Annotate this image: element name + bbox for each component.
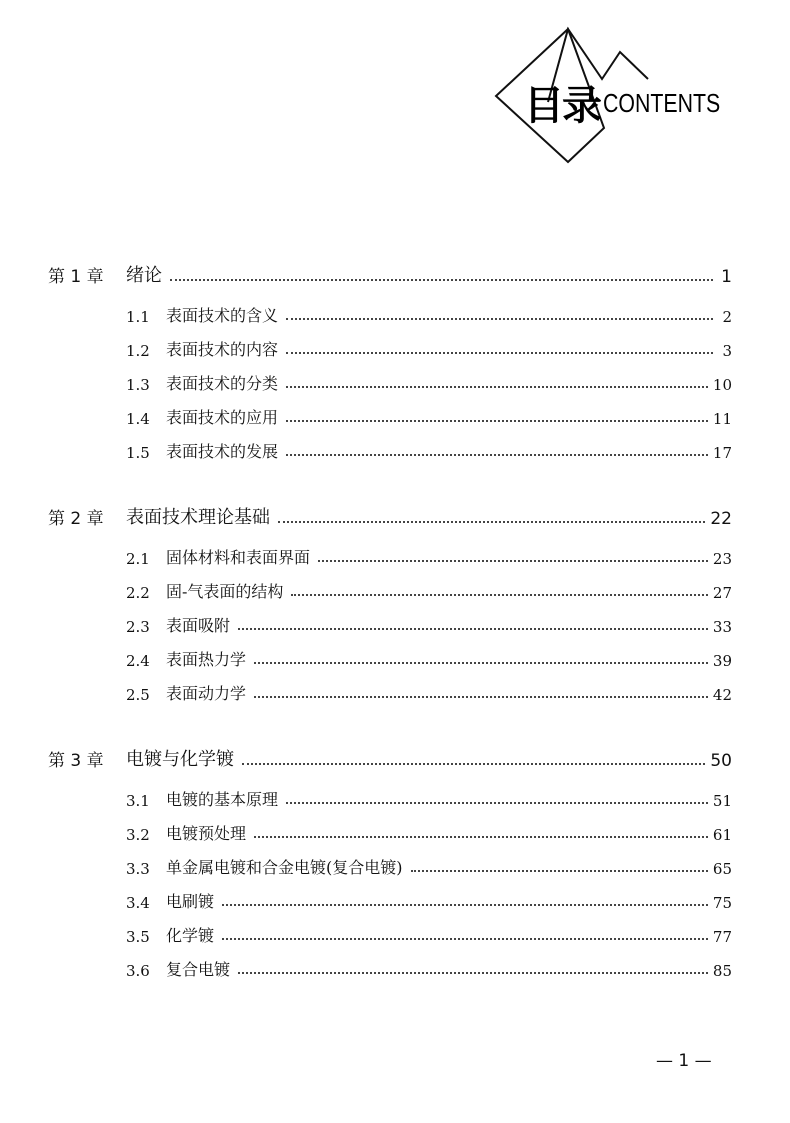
entry-title: 固-气表面的结构 [166, 582, 284, 601]
dot-leader [254, 696, 708, 698]
entry-title: 表面技术的分类 [166, 374, 279, 393]
entry-page: 39 [712, 652, 732, 670]
entry-page: 61 [712, 826, 732, 844]
dot-leader [286, 352, 713, 354]
entry-title: 电刷镀 [166, 892, 215, 911]
entry-number: 3.4 [126, 894, 150, 912]
toc-chapter-entry[interactable] [48, 495, 732, 529]
entry-number: 2.5 [126, 686, 150, 704]
entry-number: 3.5 [126, 928, 150, 946]
toc-chapter [48, 737, 732, 980]
entry-title: 表面技术的含义 [166, 306, 279, 325]
toc-section-entry[interactable] [48, 292, 732, 326]
toc-section-entry[interactable] [48, 602, 732, 636]
dot-leader [286, 386, 708, 388]
dot-leader [254, 836, 708, 838]
dot-leader [411, 870, 708, 872]
dot-leader [318, 560, 708, 562]
dot-leader [254, 662, 708, 664]
entry-title: 表面吸附 [166, 616, 231, 635]
dot-leader [291, 594, 707, 596]
dot-leader [286, 318, 713, 320]
entry-page: 17 [712, 444, 732, 462]
entry-title: 单金属电镀和合金电镀(复合电镀) [166, 858, 403, 877]
entry-page: 85 [712, 962, 732, 980]
entry-title: 绪论 [126, 265, 162, 286]
dot-leader [286, 454, 708, 456]
entry-page: 10 [712, 376, 732, 394]
toc-chapter [48, 253, 732, 462]
dot-leader [238, 972, 708, 974]
dot-leader [222, 904, 708, 906]
toc-section-entry[interactable] [48, 568, 732, 602]
dot-leader [278, 521, 705, 523]
entry-page: 77 [712, 928, 732, 946]
page-subtitle: CONTENTS [603, 88, 721, 118]
dot-leader [170, 279, 713, 281]
entry-title: 电镀的基本原理 [166, 790, 279, 809]
toc-section-entry[interactable] [48, 394, 732, 428]
entry-number: 3.6 [126, 962, 150, 980]
entry-page: 51 [712, 792, 732, 810]
entry-page: 2 [722, 308, 732, 326]
entry-number: 3.1 [126, 792, 150, 810]
toc-chapter-entry[interactable] [48, 737, 732, 771]
entry-title: 复合电镀 [166, 960, 231, 979]
entry-number: 1.1 [126, 308, 150, 326]
entry-page: 3 [722, 342, 732, 360]
entry-page: 50 [710, 751, 732, 771]
table-of-contents [48, 253, 732, 1013]
dot-leader [238, 628, 708, 630]
entry-page: 1 [721, 267, 732, 287]
dot-leader [222, 938, 708, 940]
toc-section-entry[interactable] [48, 810, 732, 844]
toc-section-entry[interactable] [48, 670, 732, 704]
entry-page: 11 [712, 410, 732, 428]
entry-number: 1.5 [126, 444, 150, 462]
entry-title: 固体材料和表面界面 [166, 548, 311, 567]
entry-number: 3.2 [126, 826, 150, 844]
contents-header [490, 24, 750, 169]
entry-title: 表面技术理论基础 [126, 507, 270, 528]
entry-page: 65 [712, 860, 732, 878]
entry-page: 22 [710, 509, 732, 529]
entry-number: 第 2 章 [48, 509, 104, 529]
entry-number: 1.3 [126, 376, 150, 394]
entry-number: 2.1 [126, 550, 150, 568]
entry-number: 3.3 [126, 860, 150, 878]
entry-page: 23 [712, 550, 732, 568]
toc-section-entry[interactable] [48, 636, 732, 670]
entry-title: 表面技术的应用 [166, 408, 279, 427]
toc-section-entry[interactable] [48, 844, 732, 878]
entry-title: 电镀预处理 [166, 824, 247, 843]
toc-section-entry[interactable] [48, 912, 732, 946]
toc-section-entry[interactable] [48, 428, 732, 462]
page-number: — 1 — [656, 1051, 712, 1071]
entry-title: 表面热力学 [166, 650, 247, 669]
entry-title: 化学镀 [166, 926, 215, 945]
entry-number: 2.4 [126, 652, 150, 670]
dot-leader [286, 420, 708, 422]
dot-leader [286, 802, 708, 804]
entry-number: 2.3 [126, 618, 150, 636]
entry-number: 第 3 章 [48, 751, 104, 771]
entry-title: 表面技术的发展 [166, 442, 279, 461]
toc-section-entry[interactable] [48, 534, 732, 568]
entry-page: 33 [712, 618, 732, 636]
entry-number: 2.2 [126, 584, 150, 602]
entry-number: 第 1 章 [48, 267, 104, 287]
entry-page: 27 [712, 584, 732, 602]
toc-chapter-entry[interactable] [48, 253, 732, 287]
entry-title: 表面动力学 [166, 684, 247, 703]
toc-section-entry[interactable] [48, 776, 732, 810]
entry-page: 42 [712, 686, 732, 704]
entry-page: 75 [712, 894, 732, 912]
toc-section-entry[interactable] [48, 326, 732, 360]
toc-section-entry[interactable] [48, 360, 732, 394]
toc-section-entry[interactable] [48, 878, 732, 912]
entry-title: 表面技术的内容 [166, 340, 279, 359]
toc-chapter [48, 495, 732, 704]
entry-number: 1.2 [126, 342, 150, 360]
entry-title: 电镀与化学镀 [126, 749, 234, 770]
dot-leader [242, 763, 705, 765]
page-title: 目录 [524, 83, 600, 129]
entry-number: 1.4 [126, 410, 150, 428]
toc-section-entry[interactable] [48, 946, 732, 980]
